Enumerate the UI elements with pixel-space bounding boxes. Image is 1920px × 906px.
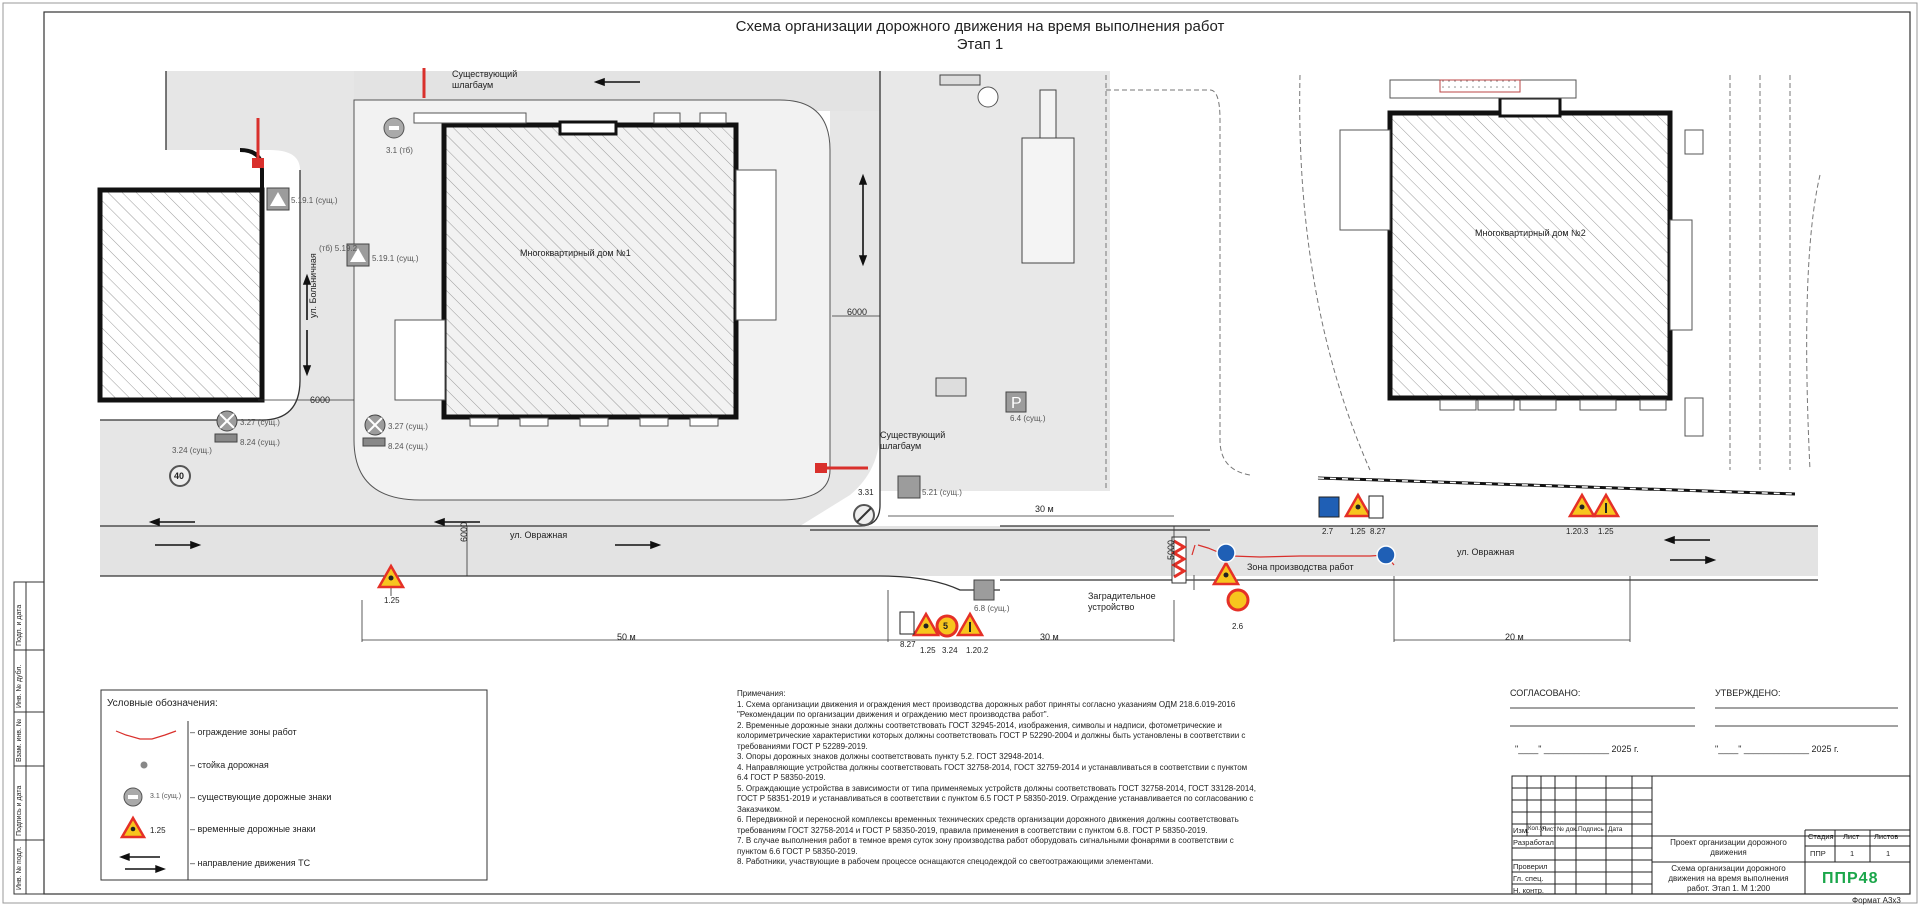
label-3-24: 3.24 (сущ.)	[172, 446, 212, 455]
legend-item-existing: – существующие дорожные знаки	[190, 792, 332, 802]
side-podpis-data: Подпись и дата	[16, 785, 23, 836]
barrier-post-bottom[interactable]	[815, 463, 827, 473]
lane-narrow-sign	[958, 614, 982, 635]
label-3-24-b: 3.24	[942, 646, 958, 655]
street-main-left-label: ул. Овражная	[510, 530, 568, 540]
give-way-sign	[1228, 590, 1248, 610]
plate-8-24-a	[215, 434, 237, 442]
stamp-col-date: Дата	[1608, 826, 1623, 833]
label-5-19-1-b: 5.19.1 (сущ.)	[372, 254, 419, 263]
stamp-project-title: Проект организации дорожного движения	[1670, 838, 1787, 857]
notes-heading: Примечания:	[737, 689, 786, 698]
company-logo: ППР48	[1822, 870, 1879, 887]
legend-item-post: – стойка дорожная	[190, 760, 269, 770]
svg-text:P: P	[1011, 395, 1022, 412]
stamp-sheets: 1	[1886, 849, 1891, 858]
barrier-bottom-label: Существующий шлагбаум	[880, 430, 946, 451]
stamp-stage-label: Стадия	[1808, 832, 1834, 841]
fencing-device-label: Заградительное устройство	[1088, 591, 1156, 612]
note-7: 7. В случае выполнения работ в темное время суток зону производства работ оборудовать сигнальными фонарями в соответствии с пунктом 6.6 ГОСТ Р 58350-2019.	[737, 836, 1234, 856]
stamp-stage: ППР	[1810, 849, 1826, 858]
note-5: 5. Ограждающие устройства в зависимости от типа применяемых устройств должны соответствовать ГОСТ 32758-2014, ГОСТ 33128-2014, ГОСТ Р 58351-2019 и устанавливаться в соответствии с пунктом 6.5 ГОСТ Р 58350-2019. Ограждение устанавливается по согласованию с Заказчиком.	[737, 783, 1256, 814]
crosswalk-sign-5-21	[898, 476, 920, 498]
label-1-25-left: 1.25	[384, 596, 400, 605]
label-3-31: 3.31	[858, 488, 874, 497]
barrier-post-left[interactable]	[252, 158, 264, 168]
label-1-20-3: 1.20.3	[1566, 527, 1589, 536]
note-6: 6. Передвижной и переносной комплексы временных технических средств организации дорожного движения должны соответствовать требованиям ГОСТ 32758-2014 и ГОСТ Р 58350-2019, правила применения в соответствии с пунктом 6.8. ГОСТ Р 58350-2019.	[737, 815, 1239, 835]
building-left	[100, 150, 262, 400]
approval-lines	[1510, 708, 1898, 726]
note-8: 8. Работники, участвующие в рабочем процессе оснащаются спецодеждой со светоотражающими элементами.	[737, 857, 1154, 866]
label-6-8: 6.8 (сущ.)	[974, 604, 1010, 613]
notes-block	[737, 689, 1260, 868]
stamp-col-sign: Подпись	[1578, 826, 1604, 833]
fence-track	[1318, 478, 1795, 494]
stamp-col-doc: № док.	[1557, 826, 1578, 833]
label-6-4: 6.4 (сущ.)	[1010, 414, 1046, 423]
legend-sign-temporary: 1.25	[150, 826, 166, 835]
street-side-label: ул. Больничная	[308, 253, 318, 318]
speed-40-text: 40	[174, 471, 185, 481]
side-podp-data: Подп. и дата	[16, 604, 23, 646]
approved-label: УТВЕРЖДЕНО:	[1715, 688, 1781, 698]
label-1-25-b: 1.25	[920, 646, 936, 655]
label-1-25-c: 1.25	[1350, 527, 1366, 536]
label-2-6: 2.6	[1232, 622, 1244, 631]
barrier-top-label: Существующий шлагбаум	[452, 69, 518, 90]
label-8-27-a: 8.27	[900, 640, 916, 649]
drawing-subtitle: Этап 1	[956, 36, 1004, 53]
date-left: "____" _____________ 2025 г.	[1515, 744, 1639, 754]
building-2-label: Многоквартирный дом №2	[1475, 228, 1586, 238]
stamp-col-list: Лист	[1542, 826, 1557, 833]
label-3-1: 3.1 (тб)	[386, 146, 413, 155]
label-3-27-a: 3.27 (сущ.)	[240, 418, 280, 427]
speed-5-text: 5	[943, 621, 949, 631]
plate-8-24-b	[363, 438, 385, 446]
stamp-sheet-title: Схема организации дорожного движения на время выполнения работ. Этап 1. М 1:200	[1668, 864, 1789, 893]
round-sign-top	[978, 87, 998, 107]
label-3-27-b: 3.27 (сущ.)	[388, 422, 428, 431]
legend-item-direction: – направление движения ТС	[190, 858, 311, 868]
dim-6000-c: 6000	[459, 521, 469, 542]
sign-posts	[391, 575, 1194, 630]
dim-20m: 20 м	[1505, 632, 1524, 642]
side-vzam-inv: Взам. инв. №	[16, 718, 23, 762]
legend-box	[101, 690, 487, 880]
drawing-title: Схема организации дорожного движения на время выполнения работ	[735, 18, 1225, 35]
stamp-col-izm: Изм.	[1513, 826, 1530, 835]
label-1-25-d: 1.25	[1598, 527, 1614, 536]
stamp-role-4: Н. контр.	[1513, 886, 1544, 895]
lane-narrow-sign-e	[1594, 495, 1618, 516]
legend-sign-existing: 3.1 (сущ.)	[150, 793, 182, 800]
work-zone-label: Зона производства работ	[1247, 562, 1354, 572]
label-8-24-b: 8.24 (сущ.)	[388, 442, 428, 451]
legend-item-temporary: – временные дорожные знаки	[190, 824, 316, 834]
roadworks-sign-b	[914, 614, 938, 635]
stamp-sheets-label: Листов	[1874, 832, 1899, 841]
side-inv-podl: Инв. № подл.	[16, 846, 23, 890]
dim-5000: 5000	[1166, 539, 1176, 560]
sign-6-8	[974, 580, 994, 600]
priority-sign-2-7	[1319, 497, 1339, 517]
date-right: "____" _____________ 2025 г.	[1715, 744, 1839, 754]
plate-8-27-right	[1369, 496, 1383, 518]
building-1-label: Многоквартирный дом №1	[520, 248, 631, 258]
keep-right-sign-a	[1217, 544, 1235, 562]
agreed-label: СОГЛАСОВАНО:	[1510, 688, 1581, 698]
side-inv-dubl: Инв. № дубл.	[16, 664, 23, 708]
stamp-role-3: Гл. спец.	[1513, 874, 1544, 883]
stamp-sheet: 1	[1850, 849, 1855, 858]
keep-right-sign-b	[1377, 546, 1395, 564]
street-main-right-label: ул. Овражная	[1457, 547, 1515, 557]
sheet-format: Формат А3х3	[1852, 896, 1901, 905]
building-2	[1340, 80, 1703, 436]
label-2-7: 2.7	[1322, 527, 1334, 536]
label-5-21: 5.21 (сущ.)	[922, 488, 962, 497]
legend-item-fence: – ограждение зоны работ	[190, 727, 297, 737]
label-8-27-c: 8.27	[1370, 527, 1386, 536]
note-1: 1. Схема организации движения и ограждения мест производства дорожных работ приняты согласно указаниям ОДМ 218.6.019-2016 "Рекомендации по организации движения и ограждению мест производства работ".	[737, 699, 1236, 719]
plate-8-27-left	[900, 612, 914, 634]
stamp-role-2: Проверил	[1513, 862, 1548, 871]
roadworks-sign-d	[1346, 495, 1370, 516]
dim-50m: 50 м	[617, 632, 636, 642]
label-5-19-1-a: 5.19.1 (сущ.)	[291, 196, 338, 205]
note-3: 3. Опоры дорожных знаков должны соответствовать пункту 5.2. ГОСТ 32948-2014.	[737, 752, 1045, 761]
note-2: 2. Временные дорожные знаки должны соответствовать ГОСТ 32945-2014, изображения, символы и надписи, фотометрические и колориметрические характеристики которых должны соответствовать ГОСТ Р 52290-2004 и должны быть установлены в соответствии с требованиями ГОСТ Р 52289-2019.	[737, 720, 1246, 751]
stamp-role-1: Разработал	[1513, 838, 1554, 847]
roadworks-sign-e	[1570, 495, 1594, 516]
note-4: 4. Направляющие устройства должны соответствовать ГОСТ 32758-2014, ГОСТ 32759-2014 и устанавливаться в соответствии с пунктом 6.4 ГОСТ Р 58350-2019.	[737, 762, 1248, 782]
label-5-19-2: (тб) 5.19.2	[319, 244, 358, 253]
dim-6000-b: 6000	[847, 307, 868, 317]
label-8-24-a: 8.24 (сущ.)	[240, 438, 280, 447]
legend-heading: Условные обозначения:	[107, 698, 218, 709]
building-1	[395, 113, 776, 426]
stamp-col-kol: Кол.уч	[1528, 826, 1546, 832]
label-1-20-2: 1.20.2	[966, 646, 989, 655]
dim-6000-a: 6000	[310, 395, 331, 405]
dim-30m-top: 30 м	[1035, 504, 1054, 514]
dim-30m-bottom: 30 м	[1040, 632, 1059, 642]
stamp-sheet-label: Лист	[1843, 832, 1860, 841]
